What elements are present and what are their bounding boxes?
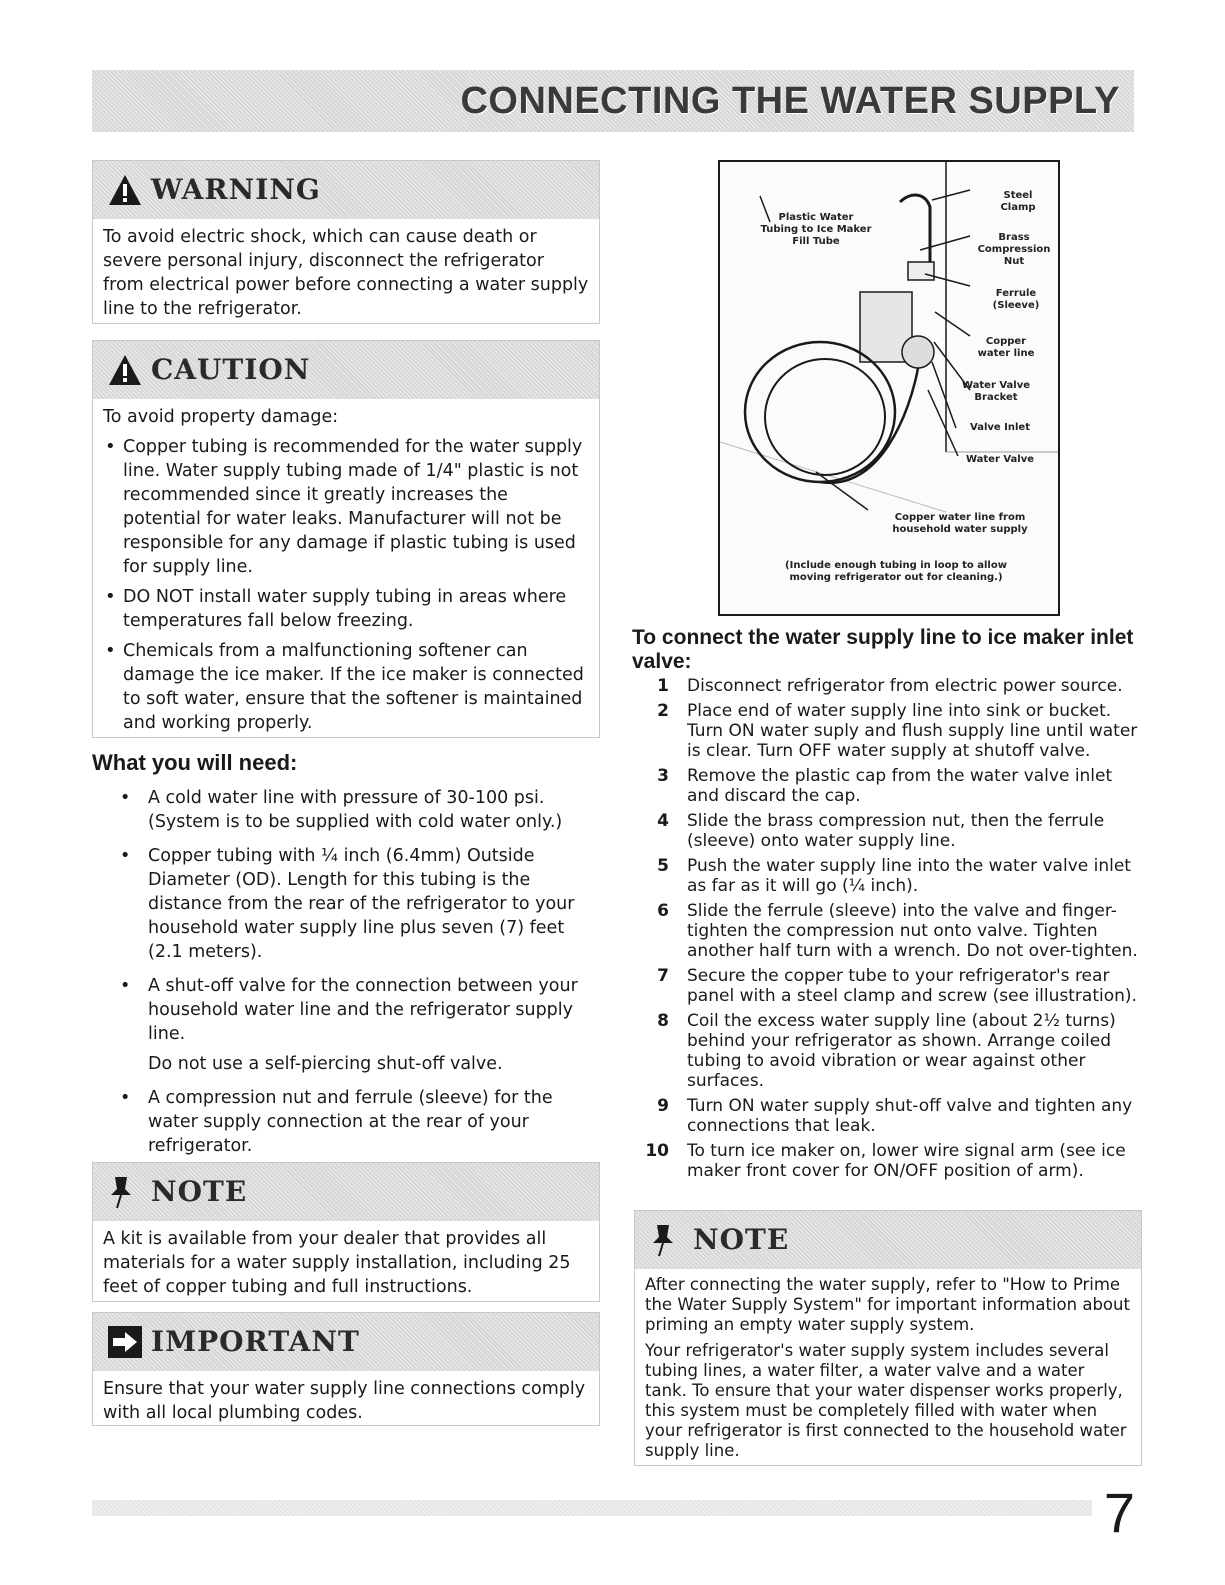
note-label: NOTE — [151, 1175, 248, 1208]
need-item — [118, 844, 596, 964]
step-text: Slide the brass compression nut, then the ferrule (sleeve) onto water supply line. — [687, 811, 1105, 851]
label-copper-line: Copper water line — [977, 336, 1035, 359]
shutoff-note: Do not use a self-piercing shut-off valve. — [148, 1054, 503, 1074]
important-band — [93, 1313, 599, 1371]
step-item — [645, 966, 1145, 1006]
caution-box — [92, 340, 600, 738]
pushpin-icon — [649, 1223, 679, 1261]
step-text: Push the water supply line into the water valve inlet as far as it will go (¼ inch). — [687, 856, 1131, 896]
step-number: 4 — [657, 811, 669, 831]
step-number: 1 — [657, 676, 669, 696]
note-body — [635, 1269, 1141, 1467]
warning-text: To avoid electric shock, which can cause death or severe personal injury, disconnect the refrigerator from electrical power before connecting a water supply line to the refrigerator. — [103, 227, 589, 319]
label-household: Copper water line from household water supply — [892, 512, 1028, 535]
step-number: 7 — [657, 966, 669, 986]
step-text: Remove the plastic cap from the water valve inlet and discard the cap. — [687, 766, 1113, 806]
need-list — [118, 786, 596, 1168]
caution-intro: To avoid property damage: — [103, 407, 339, 427]
warning-icon — [107, 173, 143, 211]
step-item — [645, 1141, 1145, 1181]
step-number: 10 — [645, 1141, 669, 1161]
caution-body — [93, 399, 599, 747]
important-box — [92, 1312, 600, 1426]
need-item — [118, 1086, 596, 1158]
step-item — [645, 766, 1145, 806]
label-plastic-tubing: Plastic Water Tubing to Ice Maker Fill Tube — [760, 212, 872, 247]
steps-list — [645, 676, 1145, 1186]
page-title: CONNECTING THE WATER SUPPLY — [460, 80, 1120, 122]
step-number: 8 — [657, 1011, 669, 1031]
caution-label: CAUTION — [151, 353, 311, 386]
note-para: After connecting the water supply, refer to "How to Prime the Water Supply System" for important information about priming an empty water supply system. — [645, 1275, 1130, 1334]
step-item — [645, 701, 1145, 761]
need-item — [118, 974, 596, 1076]
step-item — [645, 901, 1145, 961]
step-number: 6 — [657, 901, 669, 921]
step-item — [645, 676, 1145, 696]
label-brass-nut: Brass Compression Nut — [977, 232, 1051, 267]
step-number: 5 — [657, 856, 669, 876]
page-number: 7 — [1103, 1481, 1135, 1544]
step-text: Place end of water supply line into sink or bucket. Turn ON water suply and flush supply line until water is clear. Turn OFF water supply at shutoff valve. — [687, 701, 1138, 761]
note-box-right — [634, 1210, 1142, 1466]
important-text: Ensure that your water supply line connections comply with all local plumbing codes. — [103, 1379, 586, 1423]
note-band — [93, 1163, 599, 1221]
label-bracket: Water Valve Bracket — [961, 380, 1031, 403]
need-item-text: A shut-off valve for the connection between your household water line and the refrigerator supply line. — [148, 976, 578, 1044]
step-number: 3 — [657, 766, 669, 786]
step-text: Turn ON water supply shut-off valve and tighten any connections that leak. — [687, 1096, 1133, 1136]
warning-label: WARNING — [151, 173, 321, 206]
note-body — [93, 1221, 599, 1305]
label-steel-clamp: Steel Clamp — [1000, 190, 1036, 213]
note-box — [92, 1162, 600, 1302]
pushpin-icon — [107, 1175, 137, 1213]
label-valve-inlet: Valve Inlet — [970, 422, 1030, 433]
caution-item: • Copper tubing is recommended for the water supply line. Water supply tubing made of 1/4" plastic is not recommended since it greatly increases the potential for water leaks. Manufacturer will not be responsible for any damage if plastic tubing is used for supply line. — [103, 435, 589, 579]
step-text: Coil the excess water supply line (about 2½ turns) behind your refrigerator as shown. Arrange coiled tubing to avoid vibration or wear against other surfaces. — [687, 1011, 1116, 1091]
need-heading: What you will need: — [92, 750, 298, 775]
note-band — [635, 1211, 1141, 1269]
need-item-text: A cold water line with pressure of 30-100 psi. (System is to be supplied with cold water only.) — [148, 788, 563, 832]
step-number: 2 — [657, 701, 669, 721]
title-banner — [92, 70, 1134, 132]
caution-list — [103, 435, 589, 735]
step-item — [645, 811, 1145, 851]
connect-heading: To connect the water supply line to ice maker inlet valve: — [632, 626, 1134, 673]
warning-text-block — [93, 219, 599, 327]
step-text: Slide the ferrule (sleeve) into the valve and finger-tighten the compression nut onto valve. Tighten another half turn with a wrench. Do not over-tighten. — [687, 901, 1138, 961]
label-loop-note: (Include enough tubing in loop to allow moving refrigerator out for cleaning.) — [785, 560, 1007, 583]
step-text: Disconnect refrigerator from electric power source. — [687, 676, 1123, 696]
important-label: IMPORTANT — [151, 1325, 360, 1358]
step-text: Secure the copper tube to your refrigerator's rear panel with a steel clamp and screw (see illustration). — [687, 966, 1137, 1006]
note-label: NOTE — [693, 1223, 790, 1256]
caution-item: • DO NOT install water supply tubing in areas where temperatures fall below freezing. — [103, 585, 589, 633]
step-item — [645, 856, 1145, 896]
label-water-valve: Water Valve — [965, 454, 1035, 465]
step-item — [645, 1096, 1145, 1136]
need-item-text: A compression nut and ferrule (sleeve) for the water supply connection at the rear of your refrigerator. — [148, 1088, 553, 1156]
caution-icon — [107, 353, 143, 391]
step-number: 9 — [657, 1096, 669, 1116]
need-item — [118, 786, 596, 834]
warning-band — [93, 161, 599, 219]
arrow-icon — [107, 1325, 143, 1363]
caution-band — [93, 341, 599, 399]
water-valve-diagram — [718, 160, 1060, 616]
note-text: A kit is available from your dealer that provides all materials for a water supply installation, including 25 feet of copper tubing and full instructions. — [103, 1229, 571, 1297]
step-text: To turn ice maker on, lower wire signal arm (see ice maker front cover for ON/OFF position of arm). — [687, 1141, 1126, 1181]
step-item — [645, 1011, 1145, 1091]
caution-item: • Chemicals from a malfunctioning softener can damage the ice maker. If the ice maker is connected to soft water, ensure that the softener is maintained and working properly. — [103, 639, 589, 735]
note-para: Your refrigerator's water supply system includes several tubing lines, a water filter, a water valve and a water tank. To ensure that your water dispenser works properly, this system must be completely filled with water when your refrigerator is first connected to the household water supply line. — [645, 1341, 1127, 1460]
need-item-text: Copper tubing with ¼ inch (6.4mm) Outside Diameter (OD). Length for this tubing is the distance from the rear of the refrigerator to your household water supply line plus seven (7) feet (2.1 meters). — [148, 846, 575, 962]
warning-box — [92, 160, 600, 324]
label-ferrule: Ferrule (Sleeve) — [992, 288, 1040, 311]
important-body — [93, 1371, 599, 1431]
footer-bar — [92, 1500, 1092, 1516]
